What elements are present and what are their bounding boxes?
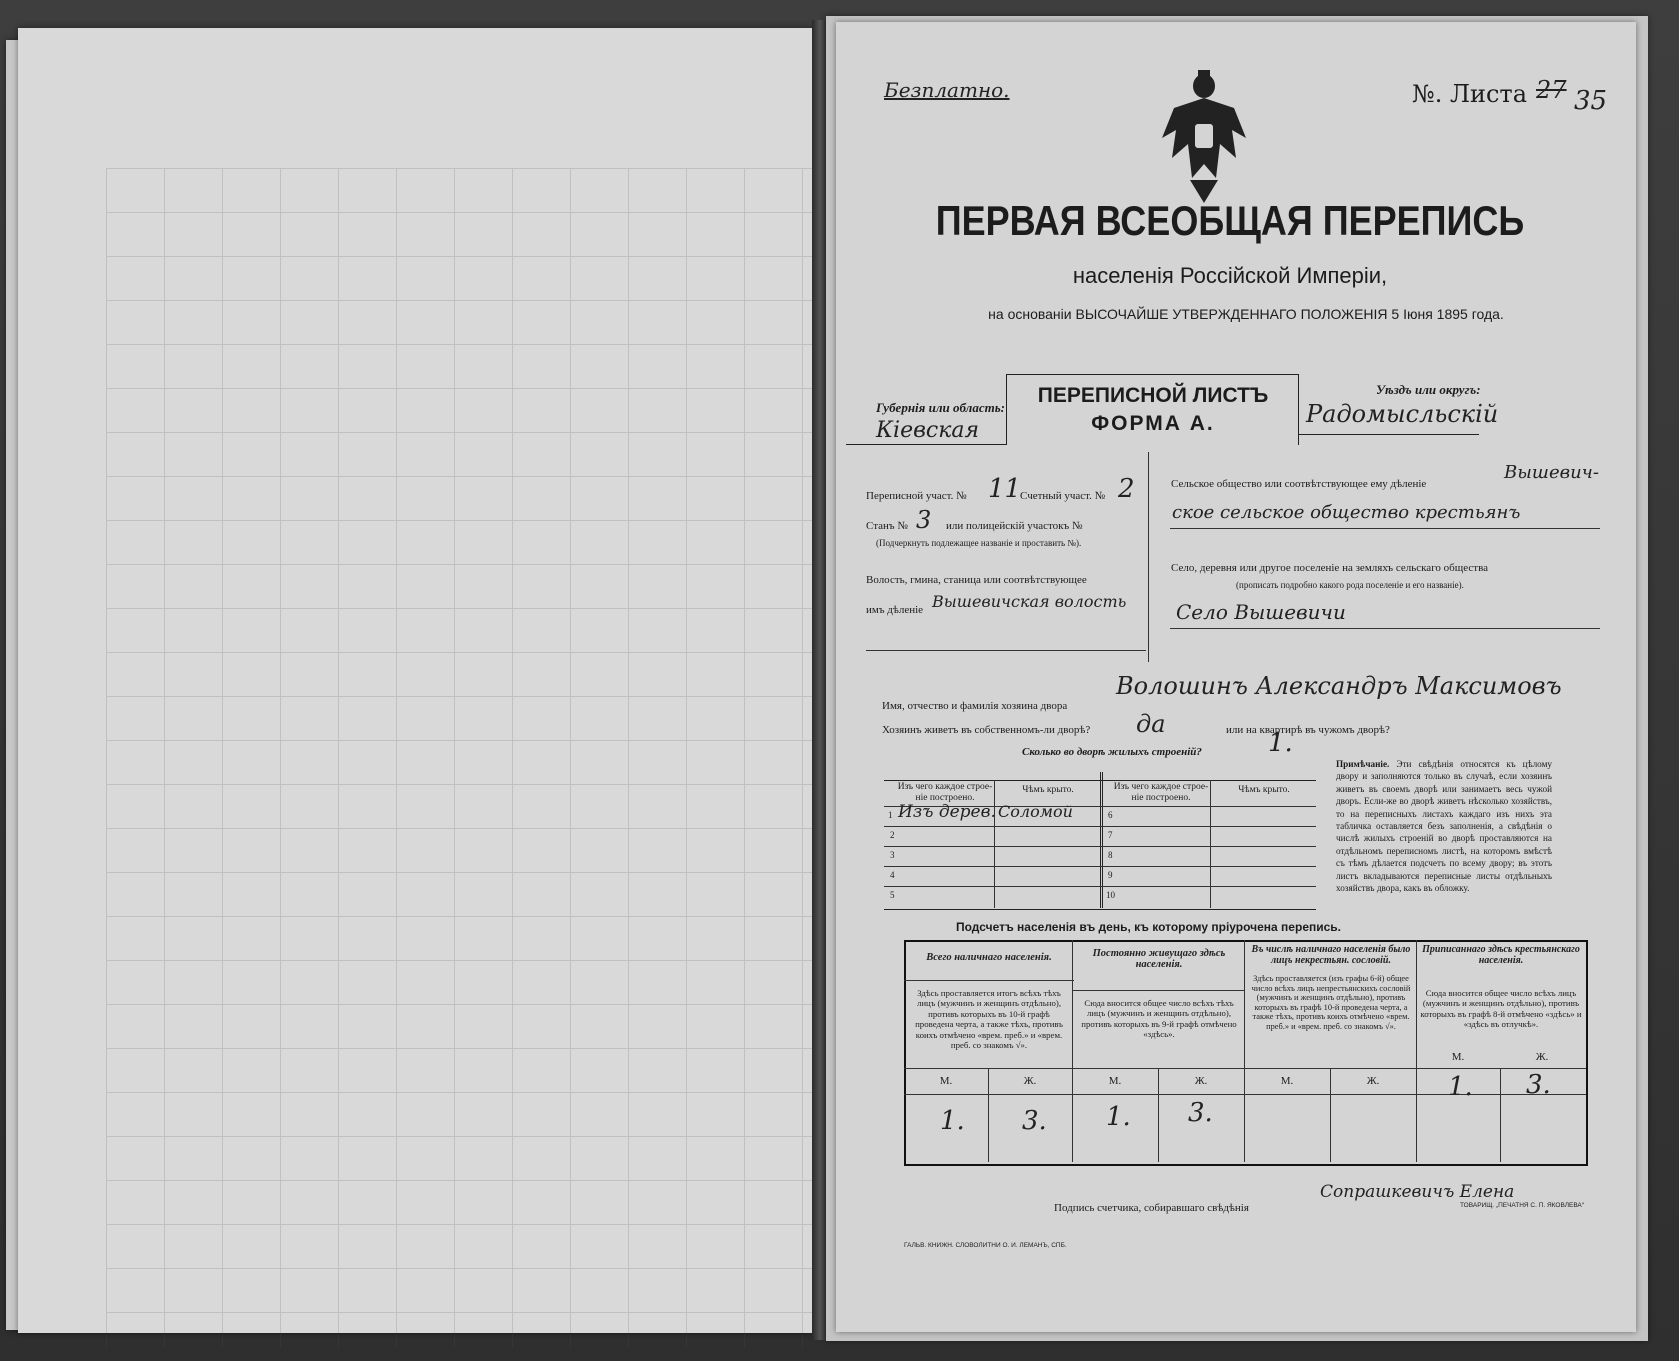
sheet-type: ПЕРЕПИСНОЙ ЛИСТЪ xyxy=(1037,384,1269,407)
m-label: М. xyxy=(1451,1051,1465,1063)
count-value-f: 3. xyxy=(1188,1098,1213,1128)
uezd-label: Уѣздъ или округъ: xyxy=(1376,382,1481,397)
buildings-row-num: 1 xyxy=(888,810,893,820)
buildings-row-num: 4 xyxy=(890,870,895,880)
village-note: (прописать подробно какого рода поселеніе и его названіе). xyxy=(1236,580,1464,590)
police-label: или полицейскій участокъ № xyxy=(946,520,1083,532)
m-label: М. xyxy=(1108,1075,1122,1087)
count-value-f: 3. xyxy=(1022,1106,1047,1136)
buildings-row-num: 7 xyxy=(1108,830,1113,840)
count-value-f: 3. xyxy=(1526,1070,1551,1100)
buildings-col-roof-2: Чѣмъ крыто. xyxy=(1238,785,1290,795)
buildings-row-num: 2 xyxy=(890,830,895,840)
buildings-value: 1. xyxy=(1268,728,1293,758)
printer-right: ТОВАРИЩ. „ПЕЧАТНЯ С. П. ЯКОВЛЕВА“ xyxy=(1460,1202,1584,1209)
f-label: Ж. xyxy=(1023,1075,1037,1087)
village-label: Село, деревня или другое поселеніе на земляхъ сельскаго общества xyxy=(1171,562,1489,574)
note-block xyxy=(1336,758,1552,894)
buildings-row-num: 3 xyxy=(890,850,895,860)
imperial-eagle-emblem xyxy=(1154,68,1254,208)
form-name: ФОРМА А. xyxy=(1091,412,1215,435)
count-value-m: 1. xyxy=(1106,1102,1131,1132)
f-label: Ж. xyxy=(1366,1075,1380,1087)
owner-value: Волошинъ Александръ Максимовъ xyxy=(1116,672,1562,700)
lives-value: да xyxy=(1136,710,1166,738)
gubernia-label: Губернія или область: xyxy=(876,400,1005,415)
field-divider xyxy=(1148,452,1149,662)
faded-grid xyxy=(106,168,826,1348)
buildings-row-num: 6 xyxy=(1108,810,1113,820)
stan-value: 3 xyxy=(916,506,932,534)
note-title: Примѣчаніе. xyxy=(1336,759,1390,769)
note-text: Эти свѣдѣнія относятся къ цѣлому двору и заполняются только въ случаѣ, если хозяинъ живетъ въ своемъ дворѣ или занимаетъ весь чужой дворъ. Если-же во дворѣ живетъ нѣсколько хозяйствъ, то на переписныхъ листахъ каждаго изъ нихъ эта табличка оставляется безъ заполненія, а свѣдѣнія о числѣ жилыхъ строеній во дворѣ проставляются на отдѣльномъ переписномъ листѣ, на которомъ вмѣстѣ съ тѣмъ дѣлается подсчетъ по всему двору; въ этотъ листъ вкладываются переписные листы отдѣльныхъ хозяйствъ двора, какъ въ обложку. xyxy=(1336,759,1552,894)
apartment-label: или на квартирѣ въ чужомъ дворѣ? xyxy=(1226,724,1390,736)
stan-label: Станъ № xyxy=(866,520,908,532)
buildings-col-roof: Чѣмъ крыто. xyxy=(1022,785,1074,795)
buildings-label: Сколько во дворѣ жилыхъ строеній? xyxy=(1022,746,1202,758)
count-group-header: Приписаннаго здѣсь крестьянскаго населенія. xyxy=(1422,944,1580,966)
volost-label-2: имъ дѣленіе xyxy=(866,604,924,616)
signature-label: Подпись счетчика, собиравшаго свѣдѣнія xyxy=(1054,1202,1249,1214)
count-group-desc: Сюда вносится общее число всѣхъ лицъ (мужчинъ и женщинъ отдѣльно), противъ которыхъ въ графѣ 8-й отмѣчено «здѣсь» и «здѣсь въ отлучкѣ». xyxy=(1420,988,1582,1030)
uezd-value: Радомысльскій xyxy=(1306,400,1499,428)
sheet-number-struck: 27 xyxy=(1536,76,1567,104)
society-label: Сельское общество или соотвѣтствующее ему дѣленіе xyxy=(1171,478,1427,490)
count-group-desc: Сюда вносится общее число всѣхъ тѣхъ лицъ (мужчинъ и женщинъ отдѣльно), противъ которыхъ въ 9-й графѣ отмѣчено «здѣсь». xyxy=(1081,998,1237,1040)
village-value: Село Вышевичи xyxy=(1176,600,1346,624)
society-value-2: ское сельское общество крестьянъ xyxy=(1172,502,1521,523)
volost-value: Вышевичская волость xyxy=(932,592,1127,611)
f-label: Ж. xyxy=(1535,1051,1549,1063)
census-uchastok-label: Переписной участ. № xyxy=(866,490,967,502)
buildings-col-material-2: Изъ чего каждое строе-ніе построено. xyxy=(1113,782,1209,803)
underline-note: (Подчеркнуть подлежащее названіе и проставить №). xyxy=(876,538,1082,548)
owner-label: Имя, отчество и фамилія хозяина двора xyxy=(882,700,1068,712)
count-group-desc: Здѣсь проставляется итогъ всѣхъ тѣхъ лицъ (мужчинъ и женщинъ отдѣльно), противъ которыхъ въ 10-й графѣ проведена черта, а также тѣхъ, противъ коихъ отмѣчено «врем. преб.» и «врем. преб. со знакомъ √». xyxy=(915,988,1063,1051)
schetny-label: Счетный участ. № xyxy=(1020,490,1106,502)
buildings-row-num: 10 xyxy=(1106,890,1115,900)
buildings-row-num: 8 xyxy=(1108,850,1113,860)
count-value-m: 1. xyxy=(1448,1072,1473,1102)
count-group-header: Постоянно живущаго здѣсь населенія. xyxy=(1092,948,1226,970)
count-table-title: Подсчетъ населенія въ день, къ которому пріурочена перепись. xyxy=(956,920,1341,934)
sheet-number-label: №. Листа xyxy=(1412,80,1528,108)
count-group-desc: Здѣсь проставляется (изъ графы 6-й) общее число всѣхъ лицъ непрестьянскихъ сословій (мужчинъ и женщинъ отдѣльно), противъ которыхъ въ графѣ 10-й проведена черта, а также тѣхъ, противъ коихъ отмѣчено «врем. преб.» и «врем. преб. со знакомъ √». xyxy=(1251,974,1411,1031)
basis-line: на основаніи ВЫСОЧАЙШЕ УТВЕРЖДЕННАГО ПОЛОЖЕНІЯ 5 Іюня 1895 года. xyxy=(988,306,1504,322)
buildings-row-num: 5 xyxy=(890,890,895,900)
subtitle: населенія Россійской Имперіи, xyxy=(1072,263,1388,288)
lives-label: Хозяинъ живетъ въ собственномъ-ли дворѣ? xyxy=(882,724,1091,736)
f-label: Ж. xyxy=(1194,1075,1208,1087)
free-label: Безплатно. xyxy=(884,78,1010,102)
m-label: М. xyxy=(1280,1075,1294,1087)
count-value-m: 1. xyxy=(940,1106,965,1136)
buildings-row-num: 9 xyxy=(1108,870,1113,880)
printer-left: ГАЛЬВ. КНИЖН. СЛОВОЛИТНИ О. И. ЛЕМАНЪ, СПБ. xyxy=(904,1242,1067,1249)
volost-label-1: Волость, гмина, станица или соотвѣтствующее xyxy=(866,574,1087,586)
buildings-row-material: Изъ дерев. xyxy=(898,802,996,822)
census-uchastok-value: 11 xyxy=(988,474,1022,504)
schetny-value: 2 xyxy=(1118,474,1135,504)
m-label: М. xyxy=(939,1075,953,1087)
left-page xyxy=(18,28,813,1333)
main-title: ПЕРВАЯ ВСЕОБЩАЯ ПЕРЕПИСЬ xyxy=(935,196,1525,244)
buildings-row-roof: Соломой xyxy=(998,802,1073,821)
signature-value: Сопрашкевичъ Елена xyxy=(1320,1182,1515,1202)
gubernia-value: Кіевская xyxy=(876,418,980,443)
society-value-1: Вышевич- xyxy=(1504,462,1599,483)
count-group-header: Всего наличнаго населенія. xyxy=(926,952,1052,963)
census-form-page xyxy=(836,22,1636,1332)
count-group-header: Въ числѣ наличнаго населенія было лицъ некрестьян. сословій. xyxy=(1251,944,1411,966)
buildings-col-material: Изъ чего каждое строе-ніе построено. xyxy=(897,782,993,803)
sheet-number-value: 35 xyxy=(1574,86,1608,116)
